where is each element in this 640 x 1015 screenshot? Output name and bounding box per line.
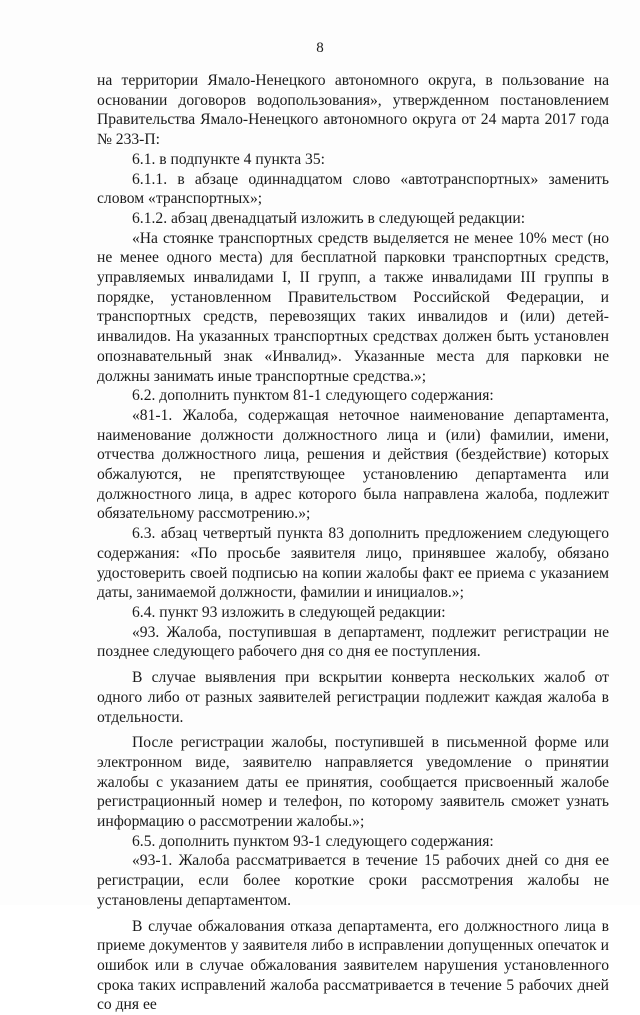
paragraph-6-3: 6.3. абзац четвертый пункта 83 дополнить предложением следующего содержания: «По просьбе заявителя лицо, принявшее жалобу, обязано удостоверить своей подписью на копии жалобы факт ее приема с указанием даты, занимаемой должности, фамилии и инициалов.»; — [97, 525, 609, 602]
paragraph-6-1-2: 6.1.2. абзац двенадцатый изложить в следующей редакции: — [132, 209, 526, 227]
paragraph-6-1: 6.1. в подпункте 4 пункта 35: — [132, 150, 325, 168]
paragraph-6-5: 6.5. дополнить пунктом 93-1 следующего содержания: — [132, 832, 494, 850]
document-body — [97, 71, 609, 1015]
paragraph-refusal-appeal: В случае обжалования отказа департамента, его должностного лица в приеме документов у заявителя либо в исправлении допущенных опечаток и ошибок или в случае обжалования заявителем нарушения установленного срока таких исправлений жалоба рассматривается в течение 5 рабочих дней со дня ее — [97, 917, 609, 1014]
paragraph-81-1-quote: «81-1. Жалоба, содержащая неточное наименование департамента, наименование должности должностного лица и (или) фамилии, имени, отчества должностного лица, решения и действия (бездействие) которых обжалуются, не препятствующее установлению департамента или должностного лица, в адрес которого была направлена жалоба, подлежит обязательному рассмотрению.»; — [97, 406, 609, 523]
paragraph-6-2: 6.2. дополнить пунктом 81-1 следующего содержания: — [132, 387, 494, 405]
paragraph-multiple-complaints: В случае выявления при вскрытии конверта нескольких жалоб от одного либо от разных заявителей регистрации подлежит каждая жалоба в отдельности. — [97, 669, 609, 726]
paragraph-6-1-1: 6.1.1. в абзаце одиннадцатом слово «автотранспортных» заменить словом «транспортных»; — [97, 170, 609, 208]
paragraph-6-4: 6.4. пункт 93 изложить в следующей редакции: — [132, 603, 446, 621]
paragraph-93-quote: «93. Жалоба, поступившая в департамент, подлежит регистрации не позднее следующего рабочего дня со дня ее поступления. — [97, 623, 609, 661]
paragraph-parking-quote: «На стоянке транспортных средств выделяется не менее 10% мест (но не менее одного места) для бесплатной парковки транспортных средств, управляемых инвалидами I, II групп, а также инвалидами III группы в порядке, установленном Правительством Российской Федерации, и транспортных средств, перевозящих таких инвалидов и (или) детей-инвалидов. На указанных транспортных средствах должен быть установлен опознавательный знак «Инвалид». Указанные места для парковки не должны занимать иные транспортные средства.»; — [97, 229, 609, 385]
paragraph-registration-notice: После регистрации жалобы, поступившей в письменной форме или электронном виде, заявителю направляется уведомление о принятии жалобы с указанием даты ее принятия, сообщается присвоенный жалобе регистрационный номер и телефон, по которому заявитель сможет узнать информацию о рассмотрении жалобы.»; — [97, 734, 609, 831]
paragraph-intro: на территории Ямало-Ненецкого автономного округа, в пользование на основании договоров водопользования», утвержденном постановлением Правительства Ямало-Ненецкого автономного округа от 24 марта 2017 года № 233-П: — [97, 72, 609, 149]
page-number: 8 — [316, 40, 324, 56]
paragraph-93-1-quote: «93-1. Жалоба рассматривается в течение 15 рабочих дней со дня ее регистрации, если более короткие сроки рассмотрения жалобы не установлены департаментом. — [97, 852, 609, 909]
